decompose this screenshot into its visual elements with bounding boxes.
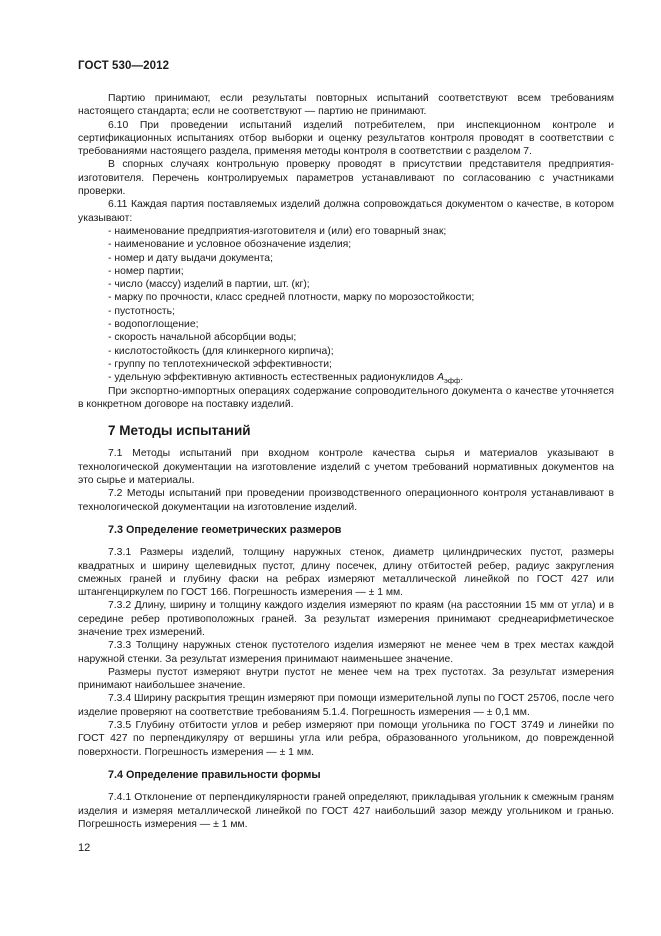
list-item-text: - удельную эффективную активность естественных радионуклидов	[108, 372, 438, 384]
paragraph: 6.11 Каждая партия поставляемых изделий должна сопровождаться документом о качестве, в котором указывают:	[78, 199, 614, 224]
list-item: - число (массу) изделий в партии, шт. (кг);	[108, 279, 310, 291]
page-number: 12	[78, 842, 91, 854]
list-item: - пустотность;	[108, 305, 175, 317]
paragraph: 7.3.4 Ширину раскрытия трещин измеряют при помощи измерительной лупы по ГОСТ 25706, после чего изделие проверяют на соответствие требованиям 5.1.4. Погрешность измерения — ± 0,1 мм.	[78, 693, 614, 718]
paragraph: 7.2 Методы испытаний при проведении производственного операционного контроля устанавливают в технологической документации на изготовление изделий.	[78, 488, 614, 513]
section-7-4-heading: 7.4 Определение правильности формы	[108, 768, 321, 781]
list-item: - наименование предприятия-изготовителя и (или) его товарный знак;	[108, 225, 447, 237]
document-body	[78, 92, 614, 831]
paragraph: 7.3.1 Размеры изделий, толщину наружных стенок, диаметр цилиндрических пустот, размеры квадратных и ширину щелевидных пустот, длину посечек, длину отбитостей ребер, радиус закругления смежных граней и глубину фаски на ребрах измеряют металлической линейкой по ГОСТ 427 или штангенциркулем по ГОСТ 166. Погрешность измерения — ± 1 мм.	[78, 547, 614, 599]
activity-symbol: A	[437, 372, 445, 384]
paragraph: Партию принимают, если результаты повторных испытаний соответствуют всем требованиям настоящего стандарта; если не соответствуют — партию не принимают.	[78, 93, 614, 118]
list-item: - группу по теплотехнической эффективности;	[108, 358, 332, 370]
list-item: - водопоглощение;	[108, 319, 199, 331]
list-item: - номер партии;	[108, 265, 184, 277]
list-item: - кислотостойкость (для клинкерного кирпича);	[108, 345, 334, 357]
list-item-end: .	[460, 372, 464, 384]
list-item: - номер и дату выдачи документа;	[108, 252, 273, 264]
paragraph: При экспортно-импортных операциях содержание сопроводительного документа о качестве уточняется в конкретном договоре на поставку изделий.	[78, 385, 614, 410]
list-item: - марку по прочности, класс средней плотности, марку по морозостойкости;	[108, 292, 475, 304]
paragraph: 7.1 Методы испытаний при входном контроле качества сырья и материалов указывают в технологической документации на изготовление изделий с учетом требований нормативных документов на это сырье и материалы.	[78, 448, 614, 487]
list-item: - скорость начальной абсорбции воды;	[108, 332, 297, 344]
paragraph: 6.10 При проведении испытаний изделий потребителем, при инспекционном контроле и сертификационных испытаниях отбор выборки и оценку результатов контроля проводят в соответствии с требованиями настоящего раздела, применяя методы контроля в соответствии с разделом 7.	[78, 119, 614, 158]
list-item: - наименование и условное обозначение изделия;	[108, 239, 352, 251]
paragraph: Размеры пустот измеряют внутри пустот не менее чем на трех пустотах. За результат измерения принимают наибольшее значение.	[78, 666, 614, 692]
paragraph: 7.4.1 Отклонение от перпендикулярности граней определяют, прикладывая угольник к смежным граням изделия и измеряя металлической линейкой по ГОСТ 427 наибольший зазор между угольником и гранью. Погрешность измерения — ± 1 мм.	[78, 792, 614, 830]
paragraph: 7.3.2 Длину, ширину и толщину каждого изделия измеряют по краям (на расстоянии 15 мм от угла) и в середине ребер противоположных граней. За результат измерения принимают среднеарифметическое значение трех измерений.	[78, 600, 614, 638]
activity-subscript: эфф	[444, 376, 461, 386]
list-item-radionuclides	[108, 371, 614, 384]
section-7-heading: 7 Методы испытаний	[108, 423, 251, 439]
paragraph: 7.3.3 Толщину наружных стенок пустотелого изделия измеряют не менее чем в трех местах каждой наружной стенки. За результат измерения принимают наименьшее значение.	[78, 640, 614, 665]
paragraph: В спорных случаях контрольную проверку проводят в присутствии представителя предприятия-изготовителя. Перечень контролируемых параметров устанавливают по согласованию с участниками проверки.	[78, 159, 614, 198]
paragraph: 7.3.5 Глубину отбитости углов и ребер измеряют при помощи угольника по ГОСТ 3749 и линейки по ГОСТ 427 по перпендикуляру от вершины угла или ребра, образованного угольником, до поврежденной поверхности. Погрешность измерения — ± 1 мм.	[78, 720, 614, 758]
document-header: ГОСТ 530—2012	[78, 60, 170, 72]
section-7-3-heading: 7.3 Определение геометрических размеров	[108, 523, 342, 536]
